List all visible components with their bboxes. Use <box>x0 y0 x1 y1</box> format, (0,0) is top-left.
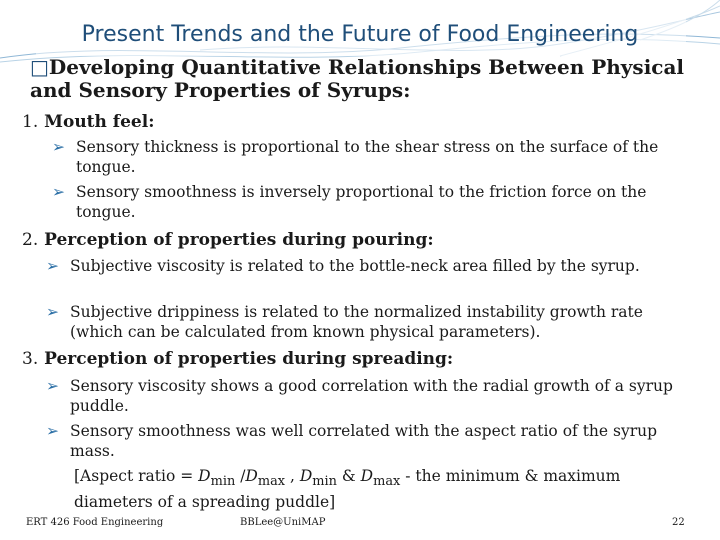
note-symbol: D <box>245 467 258 485</box>
list-item <box>46 256 686 276</box>
section-number: 1. <box>22 112 39 132</box>
note-symbol: D <box>299 467 313 485</box>
section-label: Mouth feel: <box>44 112 155 132</box>
checkbox-icon: □ <box>30 55 49 79</box>
section-label: Perception of properties during pouring: <box>44 230 434 250</box>
list-item <box>46 376 696 416</box>
section-number: 2. <box>22 230 39 250</box>
arrow-bullet-icon: ➢ <box>46 303 59 321</box>
list-item <box>46 302 696 342</box>
footer-course: ERT 426 Food Engineering <box>26 517 164 528</box>
section-2-title <box>22 230 434 250</box>
slide-title: Present Trends and the Future of Food Engineering <box>81 22 639 47</box>
page-number: 22 <box>672 517 685 528</box>
slide-heading <box>30 56 710 102</box>
bullet-text: Subjective drippiness is related to the normalized instability growth rate (which can be calculated from known physical parameters). <box>70 303 643 341</box>
list-item <box>52 182 702 222</box>
section-number: 3. <box>22 349 39 369</box>
note-text: - the minimum & maximum diameters of a spreading puddle] <box>74 467 621 512</box>
note-prefix: [Aspect ratio = <box>74 467 199 485</box>
bullet-text: Subjective viscosity is related to the bottle-neck area filled by the syrup. <box>70 257 640 275</box>
note-text: / <box>235 467 246 485</box>
arrow-bullet-icon: ➢ <box>52 183 65 201</box>
bullet-text: Sensory viscosity shows a good correlation with the radial growth of a syrup puddle. <box>70 377 673 415</box>
note-subscript: max <box>257 474 286 490</box>
note-subscript: min <box>312 474 337 490</box>
arrow-bullet-icon: ➢ <box>46 422 59 440</box>
bullet-text: Sensory smoothness was well correlated with the aspect ratio of the syrup mass. <box>70 422 658 460</box>
bullet-text: Sensory thickness is proportional to the shear stress on the surface of the tongue. <box>76 138 659 176</box>
arrow-bullet-icon: ➢ <box>52 138 65 156</box>
section-3-title <box>22 349 453 369</box>
note-symbol: D <box>360 467 374 485</box>
aspect-ratio-note <box>74 466 694 512</box>
note-symbol: D <box>198 467 211 485</box>
section-1-title <box>22 112 154 132</box>
note-text: & <box>336 467 361 485</box>
list-item <box>52 137 692 177</box>
section-label: Perception of properties during spreading: <box>44 349 454 369</box>
footer-author: BBLee@UniMAP <box>240 517 326 528</box>
heading-text: Developing Quantitative Relationships Between Physical and Sensory Properties of Syrups: <box>30 55 685 102</box>
arrow-bullet-icon: ➢ <box>46 377 59 395</box>
arrow-bullet-icon: ➢ <box>46 257 59 275</box>
note-text: , <box>285 467 300 485</box>
bullet-text: Sensory smoothness is inversely proportional to the friction force on the tongue. <box>76 183 647 221</box>
note-subscript: max <box>373 474 401 490</box>
list-item <box>46 421 696 461</box>
note-subscript: min <box>210 474 236 490</box>
